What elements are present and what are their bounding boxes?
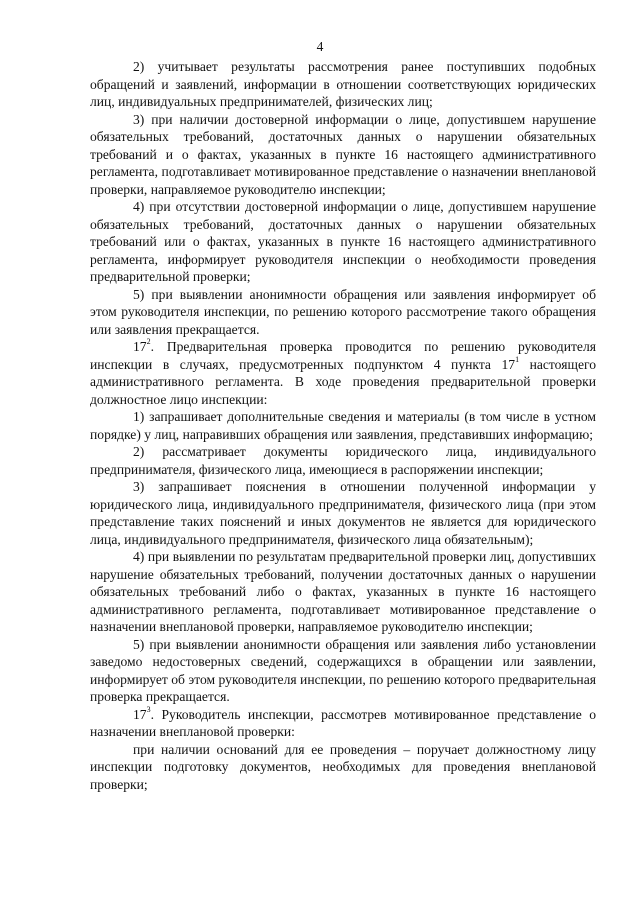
section-superscript: 2 — [146, 337, 151, 347]
section-number: 17 — [133, 706, 147, 722]
paragraph-item-2b: 2) рассматривает документы юридического лица, индивидуального предпринимателя, физического лица, имеющиеся в распоряжении инспекции; — [90, 444, 596, 477]
paragraph-item-4b: 4) при выявлении по результатам предварительной проверки лиц, допустивших нарушение обязательных требований, получении достаточных данных о нарушении обязательных требований либо о фактах, указанных в пункте 16 настоящего административного регламента, подготавливает мотивированное представление о назначении внеплановой проверки, направляемое руководителю инспекции; — [90, 549, 596, 634]
page-number: 4 — [316, 39, 324, 54]
paragraph-item-4: 4) при отсутствии достоверной информации о лице, допустившем нарушение обязательных требований, достаточных данных о нарушении обязательных требований или о фактах, указанных в пункте 16 настоящего административного регламента, информирует руководителя инспекции о необходимости проведения предварительной проверки; — [90, 199, 596, 284]
section-number: 17 — [133, 339, 147, 354]
paragraph-item-3: 3) при наличии достоверной информации о лице, допустившем нарушение обязательных требований, достаточных данных о нарушении обязательных требований и о фактах, указанных в пункте 16 настоящего административного регламента, подготавливает мотивированное представление о назначении внеплановой проверки, направляемое руководителю инспекции; — [90, 111, 596, 197]
paragraph-instruction: при наличии оснований для ее проведения – поручает должностному лицу инспекции подготовку документов, необходимых для проведения внеплановой проверки; — [90, 741, 596, 792]
section-text-a: . Руководитель инспекции, рассмотрев мотивированное представление о назначении внеплановой проверки: — [90, 706, 596, 739]
document-body — [90, 58, 596, 793]
paragraph-item-2: 2) учитывает результаты рассмотрения ранее поступивших подобных обращений и заявлений, информации в отношении соответствующих юридических лиц, индивидуальных предпринимателей, физических лиц; — [90, 59, 596, 109]
paragraph-item-3b: 3) запрашивает пояснения в отношении полученной информации у юридического лица, индивидуального предпринимателя, физического лица (при этом представление таких пояснений и иных документов не является для юридического лица, индивидуального предпринимателя, физического лица обязательным); — [90, 479, 596, 547]
paragraph-item-5b: 5) при выявлении анонимности обращения или заявления либо установлении заведомо недостоверных сведений, содержащихся в обращении или заявлении, информирует об этом руководителя инспекции, по решению которого предварительная проверка прекращается. — [90, 636, 596, 704]
paragraph-item-5: 5) при выявлении анонимности обращения или заявления информирует об этом руководителя инспекции, по решению которого рассмотрение такого обращения или заявления прекращается. — [90, 286, 596, 337]
section-text-b: настоящего административного регламента. В ходе проведения предварительной проверки должностное лицо инспекции: — [90, 356, 597, 407]
section-text-a: . Предварительная проверка проводится по решению руководителя инспекции в случаях, предусмотренных подпунктом 4 пункта 17 — [90, 339, 596, 372]
reference-superscript: 1 — [515, 354, 520, 364]
paragraph-item-1: 1) запрашивает дополнительные сведения и материалы (в том числе в устном порядке) у лиц, направивших обращения или заявления, представивших информацию; — [90, 409, 596, 442]
paragraph-section-17-3 — [90, 706, 596, 741]
section-superscript: 3 — [146, 704, 151, 714]
paragraph-section-17-2 — [90, 338, 596, 408]
